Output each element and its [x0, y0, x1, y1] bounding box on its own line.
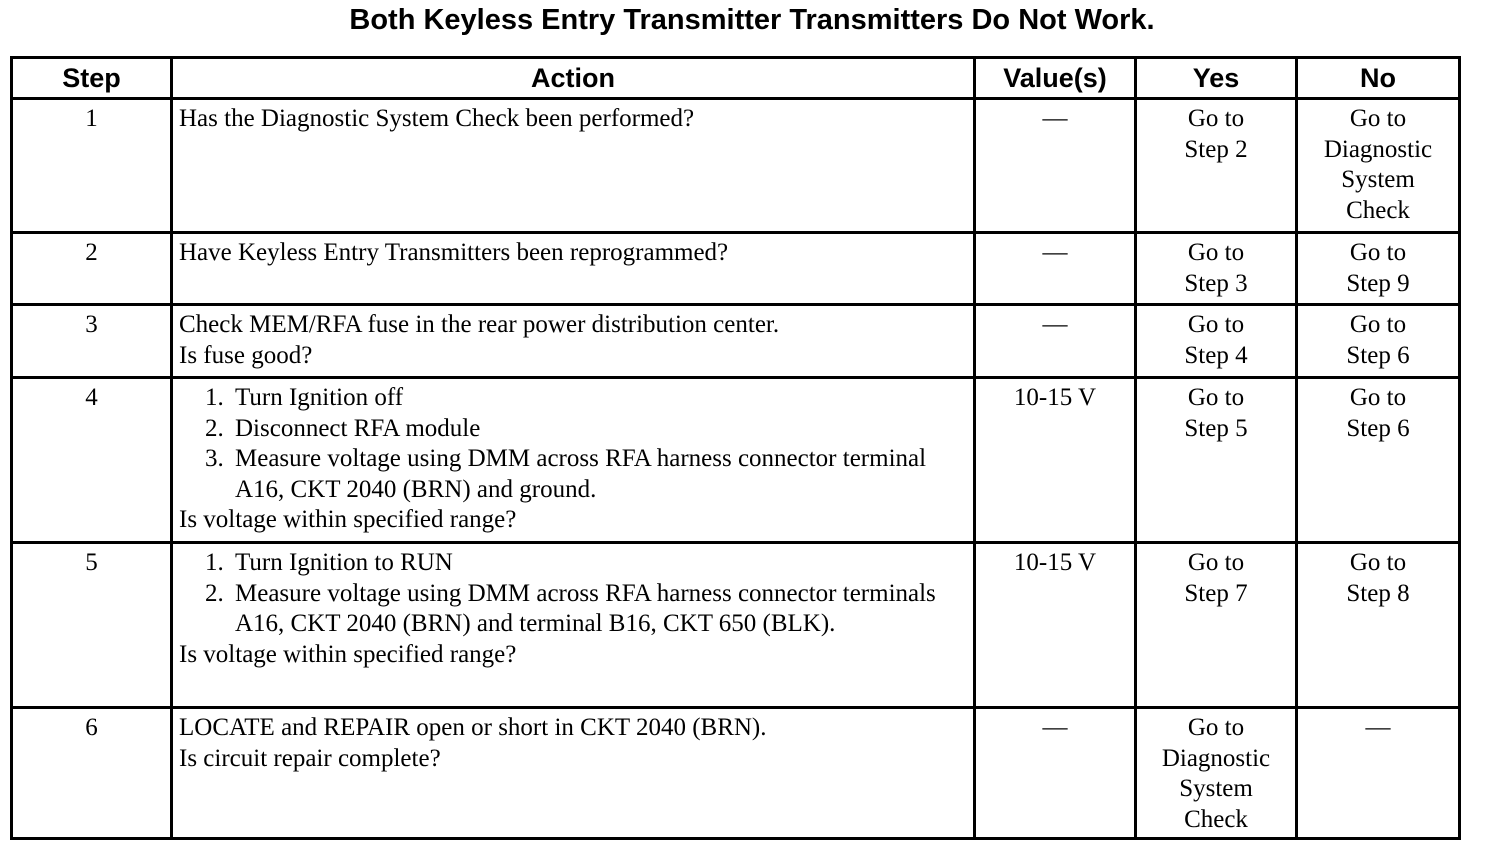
substep-text: Measure voltage using DMM across RFA harness connector terminals A16, CKT 2040 (BRN) and terminal B16, CKT 650 (BLK). — [235, 579, 936, 637]
action-text: Check MEM/RFA fuse in the rear power distribution center. — [179, 311, 780, 338]
action-question: Is fuse good? — [179, 341, 313, 369]
header-no: No — [1297, 58, 1460, 99]
substep — [179, 548, 967, 579]
value-cell: — — [975, 708, 1136, 839]
no-line: Diagnostic — [1323, 135, 1433, 163]
header-yes: Yes — [1136, 58, 1297, 99]
no-cell — [1297, 233, 1460, 305]
yes-line: Go to — [1187, 105, 1245, 132]
substep — [179, 414, 967, 445]
yes-line: Step 7 — [1184, 579, 1248, 607]
no-line: Go to — [1349, 105, 1407, 132]
substep — [179, 383, 967, 414]
value-cell: — — [975, 305, 1136, 378]
yes-line: Go to — [1187, 714, 1245, 741]
action-cell — [172, 233, 975, 305]
no-line: System — [1341, 166, 1415, 193]
table-row — [12, 543, 1460, 708]
no-cell — [1297, 708, 1460, 839]
step-number: 2 — [12, 233, 172, 305]
action-cell — [172, 99, 975, 233]
table-row — [12, 305, 1460, 378]
substep-text: Measure voltage using DMM across RFA harness connector terminal A16, CKT 2040 (BRN) and ground. — [235, 445, 927, 503]
action-cell — [172, 708, 975, 839]
substep — [179, 579, 967, 640]
no-cell — [1297, 543, 1460, 708]
step-number: 4 — [12, 378, 172, 543]
page-title: Both Keyless Entry Transmitter Transmitters Do Not Work. — [349, 4, 1155, 36]
yes-line: Check — [1184, 805, 1248, 833]
no-line: Go to — [1349, 239, 1407, 266]
no-cell — [1297, 378, 1460, 543]
yes-cell — [1136, 99, 1297, 233]
yes-line: Go to — [1187, 384, 1245, 411]
substep-number: 3. — [205, 445, 224, 472]
action-question: Is voltage within specified range? — [179, 640, 517, 668]
yes-line: System — [1179, 775, 1253, 802]
substep-number: 1. — [205, 384, 224, 411]
yes-line: Go to — [1187, 549, 1245, 576]
value-cell: — — [975, 99, 1136, 233]
no-cell — [1297, 305, 1460, 378]
yes-line: Step 5 — [1184, 414, 1248, 442]
table-row — [12, 708, 1460, 839]
table-row — [12, 378, 1460, 543]
yes-line: Step 2 — [1184, 135, 1248, 163]
no-line: — — [1365, 714, 1391, 741]
action-text: Have Keyless Entry Transmitters been reprogrammed? — [179, 239, 729, 266]
substep — [179, 444, 967, 505]
value-cell: — — [975, 233, 1136, 305]
substep-list — [179, 383, 967, 505]
substep-number: 2. — [205, 579, 224, 607]
yes-line: Go to — [1187, 311, 1245, 338]
substep-number: 2. — [205, 414, 224, 442]
no-line: Go to — [1349, 311, 1407, 338]
header-step: Step — [12, 58, 172, 99]
substep-text: Turn Ignition to RUN — [235, 549, 453, 576]
yes-line: Diagnostic — [1161, 744, 1271, 772]
table-row — [12, 99, 1460, 233]
action-text: LOCATE and REPAIR open or short in CKT 2040 (BRN). — [179, 714, 767, 741]
no-line: Step 8 — [1346, 579, 1410, 607]
no-line: Step 9 — [1346, 269, 1410, 297]
yes-cell — [1136, 708, 1297, 839]
header-action: Action — [172, 58, 975, 99]
substep-number: 1. — [205, 549, 224, 576]
no-line: Step 6 — [1346, 341, 1410, 369]
yes-line: Step 4 — [1184, 341, 1248, 369]
step-number: 6 — [12, 708, 172, 839]
action-cell — [172, 543, 975, 708]
yes-cell — [1136, 305, 1297, 378]
yes-line: Go to — [1187, 239, 1245, 266]
table-row — [12, 233, 1460, 305]
no-cell — [1297, 99, 1460, 233]
action-question: Is circuit repair complete? — [179, 744, 441, 772]
action-cell — [172, 305, 975, 378]
yes-cell — [1136, 378, 1297, 543]
no-line: Check — [1346, 196, 1410, 224]
diagnostic-table — [10, 56, 1461, 840]
no-line: Step 6 — [1346, 414, 1410, 442]
substep-text: Disconnect RFA module — [235, 414, 481, 442]
table-header-row — [12, 58, 1460, 99]
header-values: Value(s) — [975, 58, 1136, 99]
yes-line: Step 3 — [1184, 269, 1248, 297]
action-cell — [172, 378, 975, 543]
substep-list — [179, 548, 967, 640]
no-line: Go to — [1349, 384, 1407, 411]
step-number: 3 — [12, 305, 172, 378]
value-cell: 10-15 V — [975, 543, 1136, 708]
substep-text: Turn Ignition off — [235, 384, 404, 411]
action-text: Has the Diagnostic System Check been performed? — [179, 105, 695, 132]
yes-cell — [1136, 543, 1297, 708]
no-line: Go to — [1349, 549, 1407, 576]
yes-cell — [1136, 233, 1297, 305]
action-question: Is voltage within specified range? — [179, 506, 517, 533]
step-number: 1 — [12, 99, 172, 233]
value-cell: 10-15 V — [975, 378, 1136, 543]
step-number: 5 — [12, 543, 172, 708]
